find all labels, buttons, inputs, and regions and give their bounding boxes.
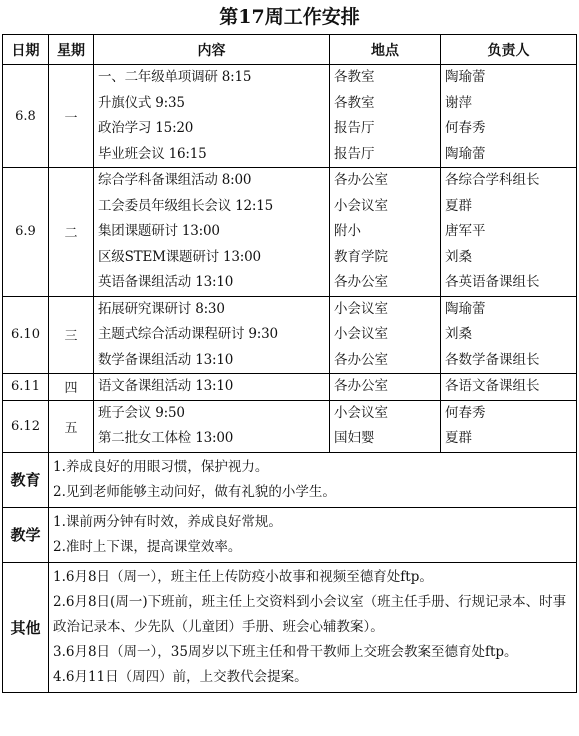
day-date: 6.11 bbox=[3, 374, 49, 401]
event-content: 毕业班会议 16:15 bbox=[98, 145, 207, 162]
event-content: 升旗仪式 9:35 bbox=[98, 94, 185, 111]
note-line: 2.6月8日(周一)下班前，班主任上交资料到小会议室（班主任手册、行规记录本、时事政治记录本、少先队（儿童团）手册、班会心辅教案）。 bbox=[53, 593, 567, 635]
event-place: 各教室 bbox=[334, 69, 375, 85]
event-person: 陶瑜蕾 bbox=[445, 145, 486, 162]
note-line: 2.准时上下课，提高课堂效率。 bbox=[53, 538, 242, 555]
note-line: 4.6月11日（周四）前，上交教代会提案。 bbox=[53, 668, 308, 685]
event-place: 报告厅 bbox=[334, 120, 375, 136]
schedule-table bbox=[2, 34, 577, 693]
event-person: 谢萍 bbox=[445, 94, 472, 111]
event-content: 工会委员年级组长会议 12:15 bbox=[98, 197, 273, 214]
event-content: 数学备课组活动 13:10 bbox=[98, 351, 234, 368]
day-place-cell bbox=[330, 168, 441, 297]
day-place-cell bbox=[330, 65, 441, 168]
note-line: 1.养成良好的用眼习惯，保护视力。 bbox=[53, 458, 269, 475]
header-weekday: 星期 bbox=[49, 35, 94, 65]
day-weekday: 四 bbox=[49, 374, 94, 401]
event-person: 刘桑 bbox=[445, 326, 472, 342]
day-person-cell bbox=[441, 168, 577, 297]
note-text-cell bbox=[49, 507, 577, 562]
note-line: 3.6月8日（周一），35周岁以下班主任和骨干教师上交班会教案至德育处ftp。 bbox=[53, 643, 518, 660]
day-row bbox=[3, 374, 577, 401]
header-content: 内容 bbox=[94, 35, 330, 65]
notes-body bbox=[3, 452, 577, 692]
event-content: 区级STEM课题研讨 13:00 bbox=[98, 248, 261, 265]
day-row bbox=[3, 65, 577, 168]
note-category: 教育 bbox=[3, 452, 49, 507]
event-person: 各综合学科组长 bbox=[445, 172, 540, 188]
day-row bbox=[3, 400, 577, 452]
day-content-cell bbox=[94, 400, 330, 452]
event-person: 陶瑜蕾 bbox=[445, 300, 486, 317]
event-place: 教育学院 bbox=[334, 248, 388, 265]
day-content-cell bbox=[94, 168, 330, 297]
day-date: 6.9 bbox=[3, 168, 49, 297]
event-place: 各办公室 bbox=[334, 378, 388, 394]
day-person-cell bbox=[441, 65, 577, 168]
header-person: 负责人 bbox=[441, 35, 577, 65]
day-place-cell bbox=[330, 296, 441, 374]
event-content: 一、二年级单项调研 8:15 bbox=[98, 69, 252, 85]
note-category: 教学 bbox=[3, 507, 49, 562]
day-date: 6.10 bbox=[3, 296, 49, 374]
day-weekday: 三 bbox=[49, 296, 94, 374]
note-line: 2.见到老师能够主动问好，做有礼貌的小学生。 bbox=[53, 483, 336, 500]
event-place: 附小 bbox=[334, 223, 361, 239]
day-place-cell bbox=[330, 374, 441, 401]
event-place: 小会议室 bbox=[334, 404, 388, 421]
note-row bbox=[3, 562, 577, 692]
note-line: 1.课前两分钟有时效，养成良好常规。 bbox=[53, 513, 282, 530]
day-content-cell bbox=[94, 65, 330, 168]
event-person: 刘桑 bbox=[445, 248, 472, 265]
event-person: 何春秀 bbox=[445, 404, 486, 421]
event-person: 何春秀 bbox=[445, 120, 486, 136]
header-date: 日期 bbox=[3, 35, 49, 65]
day-person-cell bbox=[441, 296, 577, 374]
day-weekday: 一 bbox=[49, 65, 94, 168]
header-row bbox=[3, 35, 577, 65]
event-place: 各教室 bbox=[334, 94, 375, 111]
event-content: 拓展研究课研讨 8:30 bbox=[98, 300, 225, 317]
days-body bbox=[3, 65, 577, 453]
event-place: 小会议室 bbox=[334, 326, 388, 342]
event-person: 陶瑜蕾 bbox=[445, 69, 486, 85]
event-content: 语文备课组活动 13:10 bbox=[98, 378, 234, 394]
day-place-cell bbox=[330, 400, 441, 452]
event-person: 夏群 bbox=[445, 197, 472, 214]
day-weekday: 二 bbox=[49, 168, 94, 297]
day-person-cell bbox=[441, 400, 577, 452]
event-person: 各语文备课组长 bbox=[445, 378, 540, 394]
event-content: 第二批女工体检 13:00 bbox=[98, 430, 234, 446]
header-place: 地点 bbox=[330, 35, 441, 65]
event-person: 各英语备课组长 bbox=[445, 274, 540, 290]
event-place: 各办公室 bbox=[334, 172, 388, 188]
note-text-cell bbox=[49, 452, 577, 507]
event-place: 各办公室 bbox=[334, 274, 388, 290]
note-category: 其他 bbox=[3, 562, 49, 692]
page-title: 第17周工作安排 bbox=[219, 6, 360, 28]
event-place: 小会议室 bbox=[334, 197, 388, 214]
event-content: 政治学习 15:20 bbox=[98, 120, 194, 136]
event-content: 集团课题研讨 13:00 bbox=[98, 223, 220, 239]
event-content: 英语备课组活动 13:10 bbox=[98, 274, 234, 290]
event-content: 综合学科备课组活动 8:00 bbox=[98, 172, 252, 188]
event-place: 报告厅 bbox=[334, 145, 375, 162]
day-content-cell bbox=[94, 374, 330, 401]
note-line: 1.6月8日（周一），班主任上传防疫小故事和视频至德育处ftp。 bbox=[53, 568, 433, 585]
event-place: 小会议室 bbox=[334, 300, 388, 317]
event-person: 夏群 bbox=[445, 430, 472, 446]
day-content-cell bbox=[94, 296, 330, 374]
event-place: 国妇婴 bbox=[334, 430, 375, 446]
day-person-cell bbox=[441, 374, 577, 401]
day-date: 6.12 bbox=[3, 400, 49, 452]
event-person: 唐军平 bbox=[445, 223, 486, 239]
note-text-cell bbox=[49, 562, 577, 692]
day-row bbox=[3, 296, 577, 374]
event-content: 主题式综合活动课程研讨 9:30 bbox=[98, 326, 278, 342]
event-place: 各办公室 bbox=[334, 351, 388, 368]
day-date: 6.8 bbox=[3, 65, 49, 168]
event-person: 各数学备课组长 bbox=[445, 351, 540, 368]
event-content: 班子会议 9:50 bbox=[98, 404, 185, 421]
note-row bbox=[3, 452, 577, 507]
day-weekday: 五 bbox=[49, 400, 94, 452]
note-row bbox=[3, 507, 577, 562]
day-row bbox=[3, 168, 577, 297]
